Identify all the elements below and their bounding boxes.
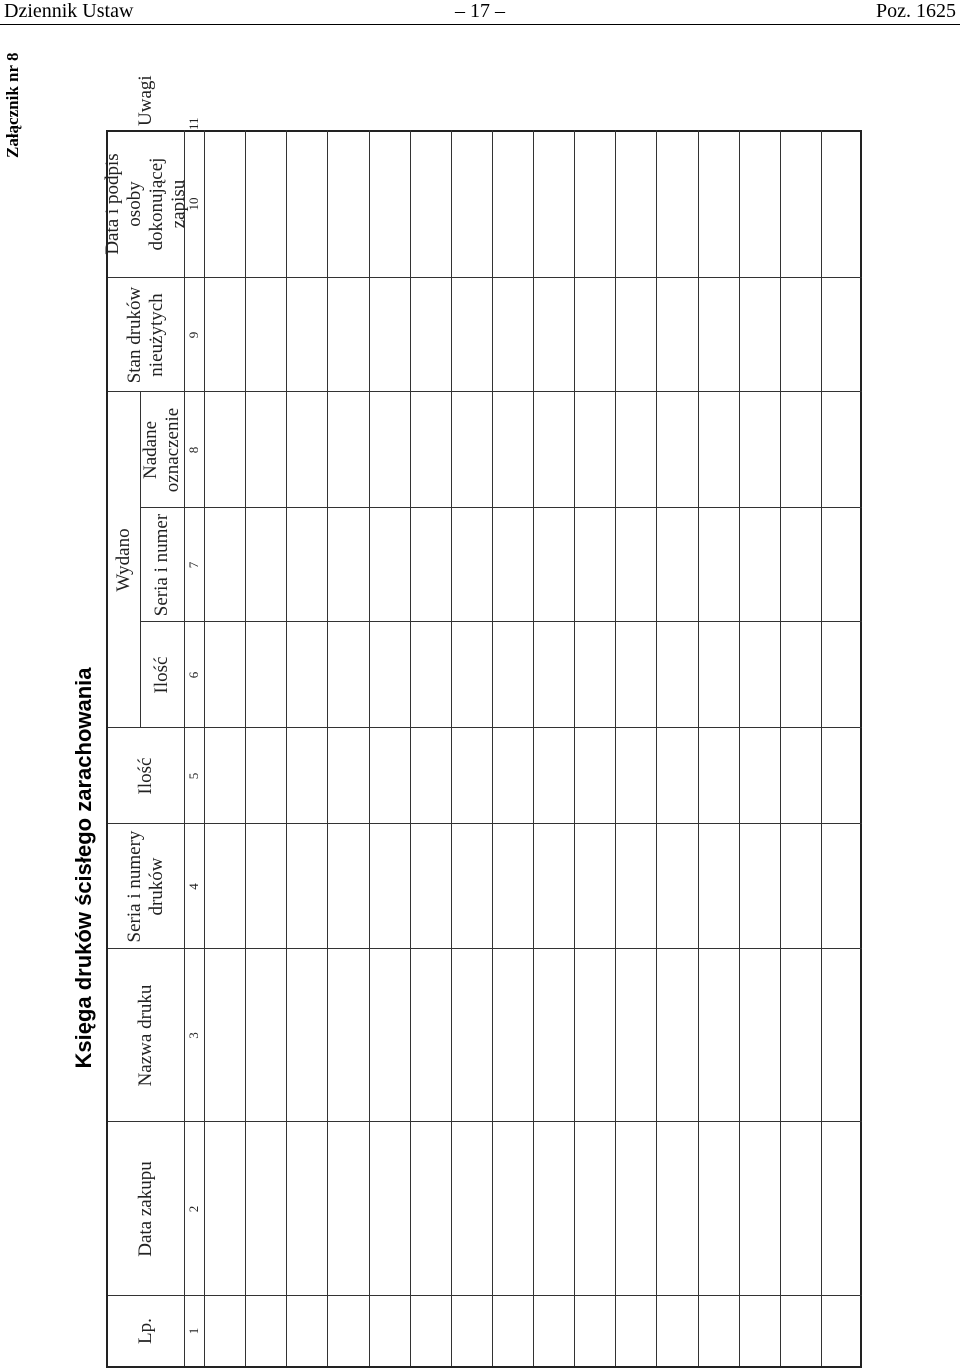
running-header [0, 0, 960, 25]
column-header: Seria i numer [151, 513, 172, 617]
grid-hline [780, 130, 781, 1366]
page-number: – 17 – [455, 0, 505, 22]
column-number: 3 [186, 1032, 201, 1039]
grid-hline [451, 130, 452, 1366]
column-header: Lp. [135, 1318, 156, 1344]
column-header: Nazwa druku [135, 984, 156, 1087]
grid-vline [108, 727, 862, 728]
ledger-table [102, 75, 862, 1368]
column-header: Ilość [151, 656, 172, 694]
grid-vline [108, 391, 862, 392]
column-number: 2 [186, 1205, 201, 1213]
grid-hline [574, 130, 575, 1366]
column-header: Stan druków nieużytych [124, 286, 167, 384]
column-header: Nadane oznaczenie [140, 407, 183, 493]
column-number: 5 [186, 772, 201, 780]
grid-hline [410, 130, 411, 1366]
column-number: 11 [186, 117, 201, 130]
grid-hline [615, 130, 616, 1366]
column-header: Seria i numery druków [124, 830, 167, 943]
grid-vline [108, 277, 862, 278]
group-header-wydano: Wydano [113, 528, 134, 592]
publication-title: Dziennik Ustaw [4, 0, 134, 22]
grid-hline [492, 130, 493, 1366]
position-number: Poz. 1625 [876, 0, 956, 22]
grid-vline [140, 507, 862, 508]
ledger-form [64, 75, 864, 1368]
column-number: 4 [186, 883, 201, 890]
column-header: Data i podpis osoby dokonującej zapisu [102, 153, 189, 255]
grid-hline [739, 130, 740, 1366]
grid-hline [245, 130, 246, 1366]
grid-vline [108, 823, 862, 824]
grid-hline [204, 130, 205, 1366]
grid-vline [108, 948, 862, 949]
column-number: 9 [186, 331, 201, 339]
grid-hline [656, 130, 657, 1366]
grid-hline [286, 130, 287, 1366]
column-number: 7 [186, 561, 201, 569]
grid-vline [108, 1295, 862, 1296]
grid-hline [821, 130, 822, 1366]
grid-vline [108, 1121, 862, 1122]
column-number: 10 [186, 197, 201, 211]
column-header: Ilość [135, 757, 156, 795]
column-header: Data zakupu [135, 1161, 156, 1257]
column-number: 6 [186, 671, 201, 679]
grid-hline [698, 130, 699, 1366]
grid-hline [369, 130, 370, 1366]
grid-vline [140, 621, 862, 622]
grid-hline [533, 130, 534, 1366]
form-title: Księga druków ścisłego zarachowania [71, 667, 96, 1069]
column-number: 8 [186, 446, 201, 454]
annex-label: Załącznik nr 8 [3, 52, 22, 158]
grid-hline [327, 130, 328, 1366]
column-header: Uwagi [135, 75, 156, 126]
column-number: 1 [186, 1327, 201, 1335]
